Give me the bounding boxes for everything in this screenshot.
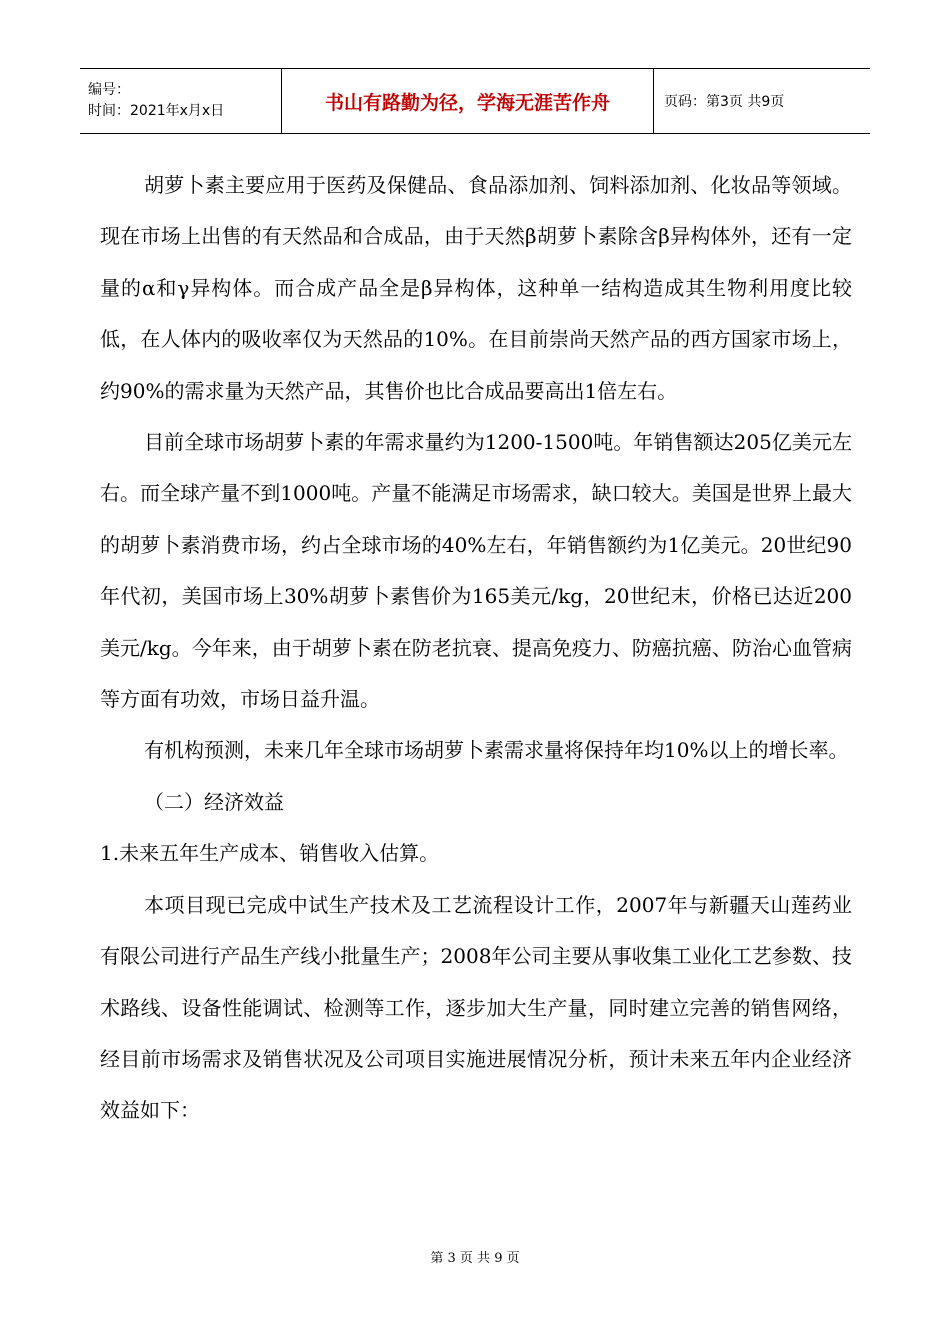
paragraph-global-market: 目前全球市场胡萝卜素的年需求量约为1200-1500吨。年销售额达205亿美元左右。而全球产量不到1000吨。产量不能满足市场需求，缺口较大。美国是世界上最大的胡萝卜素消费市场，约占全球市场的40%左右，年销售额约为1亿美元。20世纪90年代初，美国市场上30%胡萝卜素售价为165美元/kg，20世纪末，价格已达近200美元/kg。今年来，由于胡萝卜素在防老抗衰、提高免疫力、防癌抗癌、防治心血管病等方面有功效，市场日益升温。 — [100, 430, 852, 712]
header-motto: 书山有路勤为径，学海无涯苦作舟 — [324, 91, 610, 114]
item-heading-cost-revenue: 1.未来五年生产成本、销售收入估算。 — [100, 841, 440, 866]
paragraph-carotene-applications: 胡萝卜素主要应用于医药及保健品、食品添加剂、饲料添加剂、化妆品等领域。现在市场上出售的有天然品和合成品，由于天然β胡萝卜素除含β异构体外，还有一定量的α和γ异构体。而合成产品全是β异构体，这种单一结构造成其生物利用度比较低，在人体内的吸收率仅为天然品的10%。在目前崇尚天然产品的西方国家市场上，约90%的需求量为天然产品，其售价也比合成品要高出1倍左右。 — [100, 173, 852, 403]
document-body — [100, 160, 852, 1137]
header-page-info-cell — [654, 69, 870, 133]
document-number-label: 编号： — [88, 82, 130, 98]
page-header — [80, 68, 870, 134]
section-heading-economic-benefits: （二）经济效益 — [144, 789, 284, 814]
page-footer: 第 3 页 共 9 页 — [430, 1251, 520, 1266]
header-meta — [80, 69, 282, 133]
header-page-info: 页码：第3页 共9页 — [664, 94, 785, 110]
paragraph-forecast: 有机构预测，未来几年全球市场胡萝卜素需求量将保持年均10%以上的增长率。 — [144, 738, 849, 763]
document-date: 时间：2021年x月x日 — [88, 103, 225, 119]
header-motto-cell — [282, 69, 654, 133]
paragraph-project-progress: 本项目现已完成中试生产技术及工艺流程设计工作，2007年与新疆天山莲药业有限公司进行产品生产线小批量生产；2008年公司主要从事收集工业化工艺参数、技术路线、设备性能调试、检测等工作，逐步加大生产量，同时建立完善的销售网络，经目前市场需求及销售状况及公司项目实施进展情况分析，预计未来五年内企业经济效益如下： — [100, 892, 852, 1123]
